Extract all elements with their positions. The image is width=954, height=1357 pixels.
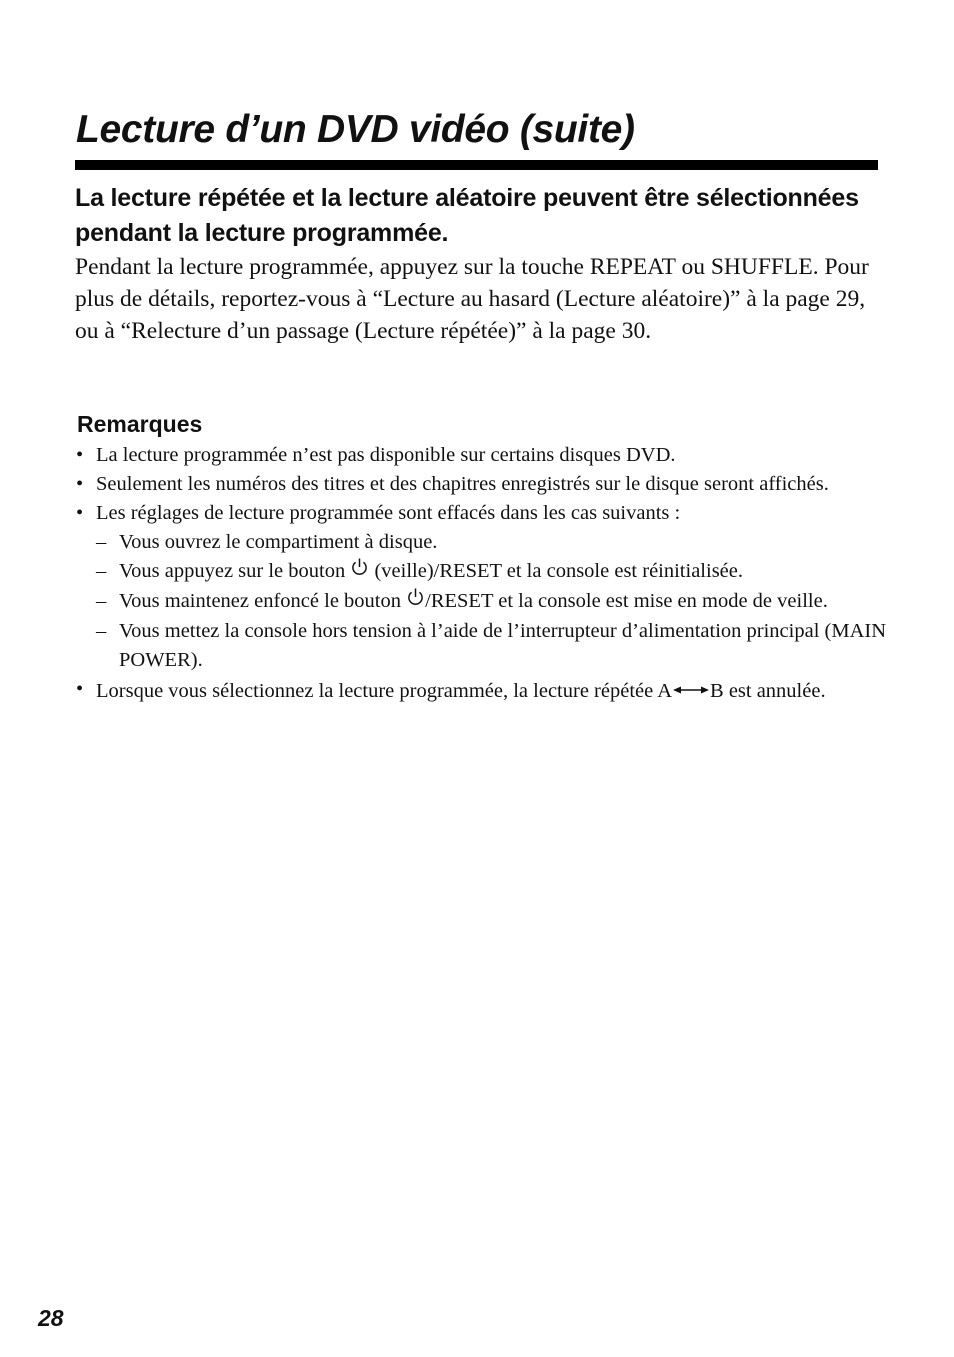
remark-text: La lecture programmée n’est pas disponible sur certains disques DVD. [96,444,676,466]
remarks-list [76,441,886,706]
section-heading: La lecture répétée et la lecture aléatoire peuvent être sélectionnées pendant la lecture programmée. [75,184,859,247]
double-arrow-icon [673,675,709,704]
remark-subitem [96,557,886,587]
remark-item [76,499,886,675]
section-body: Pendant la lecture programmée, appuyez sur la touche REPEAT ou SHUFFLE. Pour plus de détails, reportez-vous à “Lecture au hasard (Lecture aléatoire)” à la page 29, ou à “Relecture d’un passage (Lecture répétée)” à la page 30. [75,254,869,344]
remark-subitem-text: Vous ouvrez le compartiment à disque. [119,531,438,553]
remark-subitem-text-after: /RESET et la console est mise en mode de veille. [425,590,828,612]
bullet: • [76,473,84,495]
power-standby-icon [350,557,369,587]
remarks-heading: Remarques [77,411,203,437]
dash: – [96,560,107,582]
title-rule [75,160,878,170]
remark-subitem-text-before: Vous appuyez sur le bouton [119,560,351,582]
remark-item [76,675,886,706]
remark-subitem-text: Vous mettez la console hors tension à l’aide de l’interrupteur d’alimentation principal (MAIN POWER). [119,620,887,671]
dash: – [96,620,107,642]
remark-text-after: B est annulée. [710,680,826,702]
bullet: • [76,678,84,700]
remark-subitem-text-after: (veille)/RESET et la console est réinitialisée. [369,560,743,582]
bullet: • [76,444,84,466]
dash: – [96,590,107,612]
remark-sublist [96,528,886,675]
remark-text: Seulement les numéros des titres et des chapitres enregistrés sur le disque seront affichés. [96,473,829,495]
page-title: Lecture d’un DVD vidéo (suite) [76,108,635,151]
dash: – [96,531,107,553]
power-standby-icon [406,587,425,617]
remark-subitem-text-before: Vous maintenez enfoncé le bouton [119,590,407,612]
remark-item [76,470,886,499]
remark-subitem [96,528,886,557]
remark-subitem [96,617,886,675]
remark-subitem [96,587,886,617]
page-number: 28 [38,1305,64,1331]
remark-item [76,441,886,470]
remark-text-before: Lorsque vous sélectionnez la lecture programmée, la lecture répétée A [96,680,673,702]
bullet: • [76,502,84,524]
remark-text: Les réglages de lecture programmée sont effacés dans les cas suivants : [96,502,681,524]
